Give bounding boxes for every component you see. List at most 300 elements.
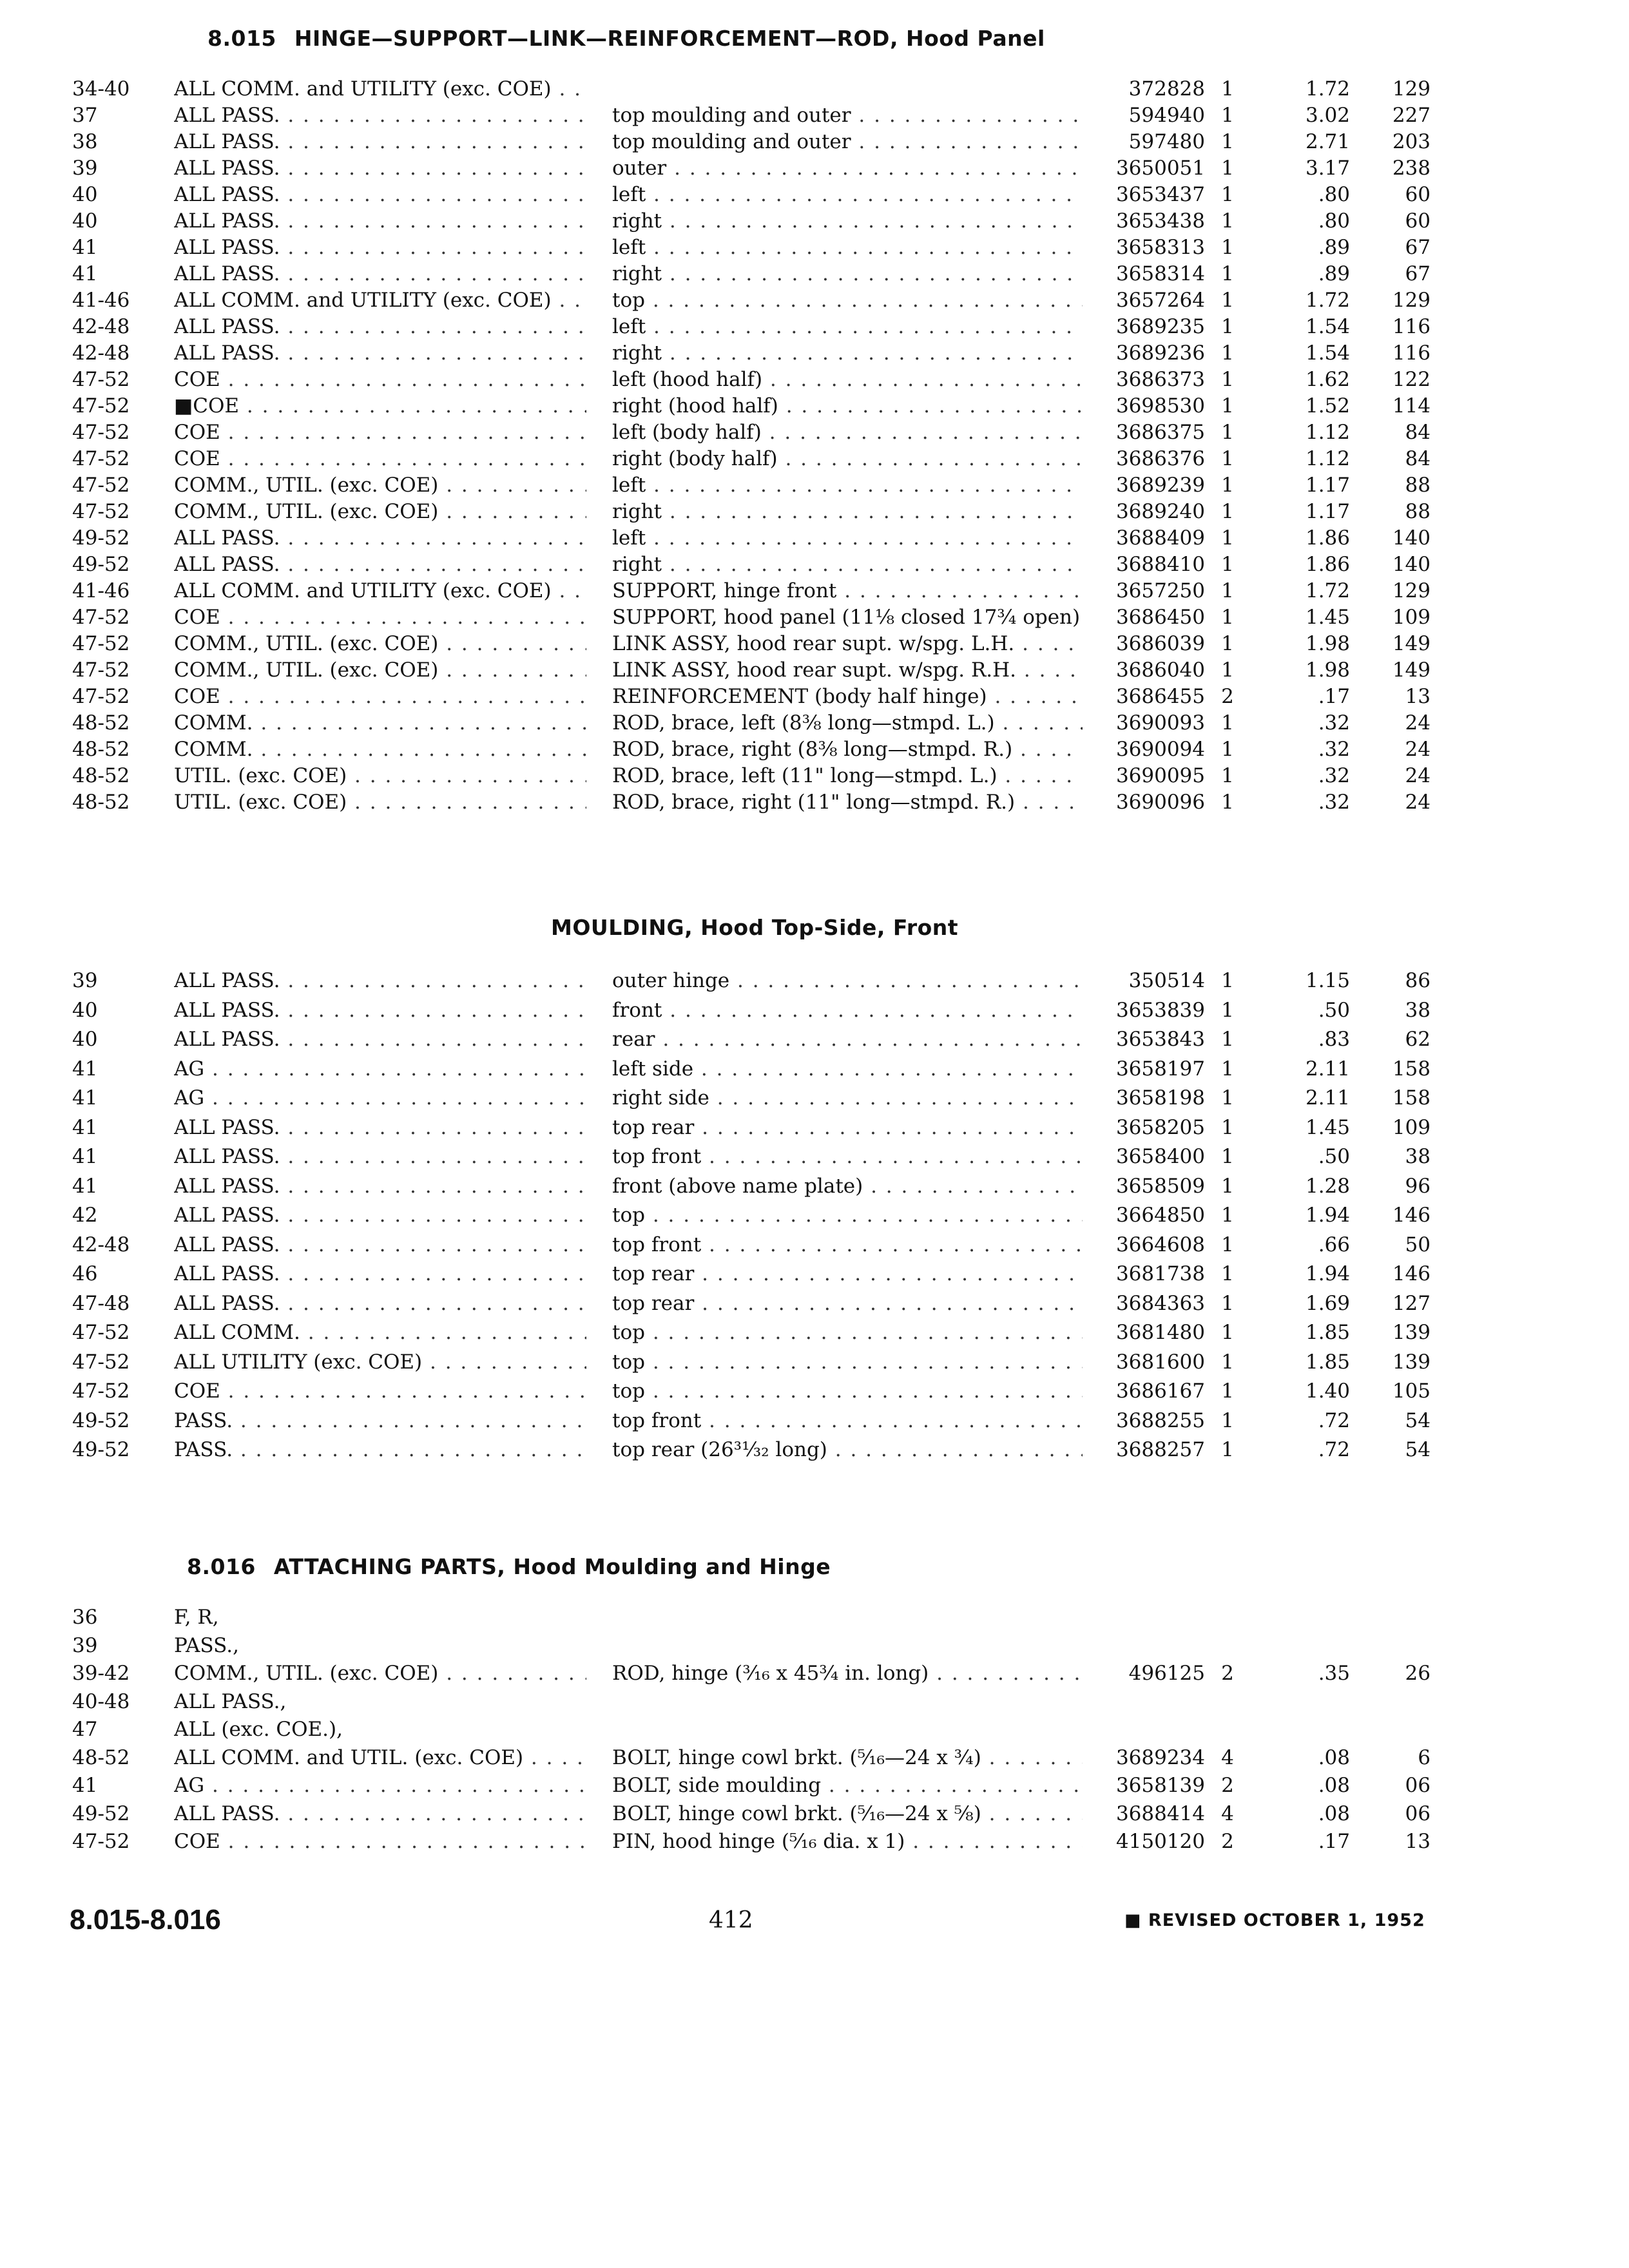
price-cell: 1.85	[1305, 1350, 1350, 1374]
model-cell: ALL PASS. . . .	[174, 314, 586, 340]
model-cell: COE . . .	[174, 446, 586, 472]
quantity-cell: 1	[1221, 579, 1234, 602]
quantity-cell: 1	[1221, 474, 1234, 497]
quantity-cell: 1	[1221, 183, 1234, 206]
year-cell: 42	[72, 1204, 98, 1227]
table-row	[0, 1261, 1629, 1287]
model-cell: PASS.,	[174, 1633, 239, 1657]
part-number-cell: 3657250	[1115, 579, 1205, 602]
table-row	[0, 261, 1629, 287]
model-cell: AG . . .	[174, 1056, 586, 1082]
table-row	[0, 1232, 1629, 1258]
table-row	[0, 1773, 1629, 1798]
quantity-cell: 1	[1221, 1057, 1234, 1081]
weight-cell: 88	[1405, 474, 1431, 497]
quantity-cell: 1	[1221, 553, 1234, 576]
price-cell: .50	[1318, 998, 1350, 1022]
quantity-cell: 1	[1221, 711, 1234, 735]
description-cell: PIN, hood hinge (⁵⁄₁₆ dia. x 1) . . .	[612, 1829, 1083, 1854]
table-row	[0, 499, 1629, 524]
price-cell: .08	[1318, 1802, 1350, 1825]
year-cell: 47-52	[72, 500, 130, 523]
model-cell: ALL PASS. . . .	[174, 208, 586, 234]
part-number-cell: 3658314	[1115, 262, 1205, 285]
table-row	[0, 525, 1629, 551]
description-cell: left . . .	[612, 314, 1083, 340]
table-row	[0, 1056, 1629, 1082]
model-cell: UTIL. (exc. COE) . . .	[174, 763, 586, 789]
quantity-cell: 1	[1221, 738, 1234, 761]
part-number-cell: 3688410	[1115, 553, 1205, 576]
table-row	[0, 1829, 1629, 1854]
year-cell: 47-52	[72, 1321, 130, 1344]
quantity-cell: 1	[1221, 632, 1234, 655]
description-cell: top . . .	[612, 1320, 1083, 1345]
year-cell: 41	[72, 236, 98, 259]
weight-cell: 122	[1392, 368, 1431, 391]
quantity-cell: 1	[1221, 209, 1234, 233]
model-cell: ALL PASS. . . .	[174, 1202, 586, 1228]
description-cell: ROD, brace, right (11" long—stmpd. R.) . . .	[612, 789, 1083, 815]
table-row	[0, 1378, 1629, 1404]
weight-cell: 38	[1405, 1145, 1431, 1168]
part-number-cell: 3684363	[1115, 1291, 1205, 1315]
description-cell: top rear . . .	[612, 1261, 1083, 1287]
part-number-cell: 3688409	[1115, 526, 1205, 550]
year-cell: 41	[72, 1174, 98, 1198]
weight-cell: 129	[1392, 77, 1431, 101]
model-cell: COMM., UTIL. (exc. COE) . . .	[174, 472, 586, 498]
weight-cell: 62	[1405, 1028, 1431, 1051]
table-row	[0, 1349, 1629, 1375]
table-row	[0, 287, 1629, 313]
year-cell: 47-52	[72, 421, 130, 444]
model-cell: ALL PASS. . . .	[174, 155, 586, 181]
model-cell: PASS. . . .	[174, 1408, 586, 1434]
price-cell: .89	[1318, 262, 1350, 285]
weight-cell: 96	[1405, 1174, 1431, 1198]
quantity-cell: 2	[1221, 1830, 1234, 1853]
price-cell: 1.45	[1305, 1115, 1350, 1139]
year-cell: 41	[72, 1086, 98, 1110]
price-cell: .72	[1318, 1408, 1350, 1432]
part-number-cell: 3690094	[1115, 738, 1205, 761]
part-number-cell: 3664850	[1115, 1204, 1205, 1227]
weight-cell: 06	[1405, 1802, 1431, 1825]
model-cell: ALL COMM. and UTILITY (exc. COE) . . .	[174, 578, 586, 604]
weight-cell: 84	[1405, 421, 1431, 444]
year-cell: 46	[72, 1262, 98, 1285]
price-cell: .35	[1318, 1662, 1350, 1685]
year-cell: 40-48	[72, 1689, 130, 1713]
year-cell: 39	[72, 157, 98, 180]
year-cell: 47-52	[72, 1379, 130, 1403]
price-cell: 2.11	[1305, 1086, 1350, 1110]
weight-cell: 13	[1405, 685, 1431, 708]
description-cell: right . . .	[612, 208, 1083, 234]
table-row	[0, 419, 1629, 445]
table-row	[0, 710, 1629, 736]
table-row	[0, 1408, 1629, 1434]
quantity-cell: 1	[1221, 764, 1234, 787]
weight-cell: 67	[1405, 236, 1431, 259]
model-cell: COE . . .	[174, 1378, 586, 1404]
price-cell: .66	[1318, 1233, 1350, 1256]
year-cell: 41	[72, 1057, 98, 1081]
part-number-cell: 372828	[1128, 77, 1205, 101]
quantity-cell: 1	[1221, 1204, 1234, 1227]
table-row	[0, 235, 1629, 260]
model-cell: ALL PASS.,	[174, 1689, 287, 1713]
price-cell: .32	[1318, 738, 1350, 761]
model-cell: PASS. . . .	[174, 1437, 586, 1463]
description-cell: rear . . .	[612, 1026, 1083, 1052]
model-cell: ALL PASS. . . .	[174, 1026, 586, 1052]
year-cell: 47-52	[72, 685, 130, 708]
weight-cell: 139	[1392, 1321, 1431, 1344]
weight-cell: 140	[1392, 553, 1431, 576]
table-row	[0, 1604, 1629, 1630]
weight-cell: 38	[1405, 998, 1431, 1022]
quantity-cell: 1	[1221, 606, 1234, 629]
weight-cell: 127	[1392, 1291, 1431, 1315]
year-cell: 49-52	[72, 1802, 130, 1825]
year-cell: 36	[72, 1606, 98, 1629]
part-number-cell: 3664608	[1115, 1233, 1205, 1256]
part-number-cell: 3688255	[1115, 1408, 1205, 1432]
description-cell: SUPPORT, hood panel (11⅛ closed 17¾ open) . . .	[612, 604, 1083, 630]
table-row	[0, 208, 1629, 234]
weight-cell: 227	[1392, 104, 1431, 127]
year-cell: 49-52	[72, 1438, 130, 1461]
year-cell: 47-48	[72, 1291, 130, 1315]
description-cell: top moulding and outer . . .	[612, 129, 1083, 155]
quantity-cell: 1	[1221, 1086, 1234, 1110]
table-row	[0, 182, 1629, 207]
description-cell: top moulding and outer . . .	[612, 102, 1083, 128]
weight-cell: 139	[1392, 1350, 1431, 1374]
model-cell: COE . . .	[174, 419, 586, 445]
price-cell: 1.69	[1305, 1291, 1350, 1315]
table-row	[0, 578, 1629, 604]
description-cell: front (above name plate) . . .	[612, 1173, 1083, 1199]
year-cell: 47-52	[72, 658, 130, 682]
weight-cell: 24	[1405, 791, 1431, 814]
model-cell: COE . . .	[174, 684, 586, 709]
quantity-cell: 1	[1221, 1291, 1234, 1315]
quantity-cell: 1	[1221, 394, 1234, 418]
model-cell: ALL PASS. . . .	[174, 968, 586, 994]
model-cell: ALL PASS. . . .	[174, 102, 586, 128]
model-cell: COMM., UTIL. (exc. COE) . . .	[174, 1660, 586, 1686]
table-row	[0, 789, 1629, 815]
model-cell: ■COE . . .	[174, 393, 586, 419]
description-cell: top rear (26³¹⁄₃₂ long) . . .	[612, 1437, 1083, 1463]
model-cell: COE . . .	[174, 367, 586, 392]
table-row	[0, 552, 1629, 577]
year-cell: 37	[72, 104, 98, 127]
year-cell: 47-52	[72, 368, 130, 391]
price-cell: 1.72	[1305, 289, 1350, 312]
model-cell: ALL COMM. and UTILITY (exc. COE) . . .	[174, 76, 586, 102]
part-number-cell: 3686376	[1115, 447, 1205, 470]
quantity-cell: 1	[1221, 421, 1234, 444]
part-number-cell: 3698530	[1115, 394, 1205, 418]
table-row	[0, 1144, 1629, 1169]
year-cell: 49-52	[72, 553, 130, 576]
quantity-cell: 1	[1221, 1145, 1234, 1168]
year-cell: 48-52	[72, 791, 130, 814]
year-cell: 47-52	[72, 394, 130, 418]
table-row	[0, 1689, 1629, 1715]
year-cell: 41	[72, 1115, 98, 1139]
price-cell: .17	[1318, 685, 1350, 708]
part-number-cell: 597480	[1128, 130, 1205, 153]
year-cell: 47-52	[72, 1350, 130, 1374]
quantity-cell: 1	[1221, 77, 1234, 101]
part-number-cell: 4150120	[1115, 1830, 1205, 1853]
description-cell: top front . . .	[612, 1408, 1083, 1434]
description-cell: LINK ASSY, hood rear supt. w/spg. L.H. . . .	[612, 631, 1083, 657]
description-cell: top . . .	[612, 1202, 1083, 1228]
weight-cell: 129	[1392, 579, 1431, 602]
price-cell: .08	[1318, 1745, 1350, 1769]
weight-cell: 60	[1405, 209, 1431, 233]
section-title: MOULDING, Hood Top-Side, Front	[551, 915, 959, 940]
quantity-cell: 1	[1221, 368, 1234, 391]
year-cell: 47-52	[72, 474, 130, 497]
part-number-cell: 3689234	[1115, 1745, 1205, 1769]
year-cell: 34-40	[72, 77, 130, 101]
quantity-cell: 1	[1221, 658, 1234, 682]
year-cell: 42-48	[72, 341, 130, 365]
table-row	[0, 604, 1629, 630]
footer-page-number: 412	[709, 1907, 753, 1934]
year-cell: 39	[72, 1633, 98, 1657]
weight-cell: 60	[1405, 183, 1431, 206]
description-cell: top . . .	[612, 287, 1083, 313]
weight-cell: 158	[1392, 1057, 1431, 1081]
part-number-cell: 3686167	[1115, 1379, 1205, 1403]
part-number-cell: 3658509	[1115, 1174, 1205, 1198]
table-row	[0, 102, 1629, 128]
price-cell: 1.12	[1305, 421, 1350, 444]
weight-cell: 203	[1392, 130, 1431, 153]
quantity-cell: 4	[1221, 1802, 1234, 1825]
description-cell: BOLT, side moulding . . .	[612, 1773, 1083, 1798]
part-number-cell: 3686039	[1115, 632, 1205, 655]
part-number-cell: 3657264	[1115, 289, 1205, 312]
part-number-cell: 3653839	[1115, 998, 1205, 1022]
section-heading-8015	[207, 26, 1045, 51]
quantity-cell: 1	[1221, 447, 1234, 470]
price-cell: .17	[1318, 1830, 1350, 1853]
year-cell: 42-48	[72, 315, 130, 338]
weight-cell: 67	[1405, 262, 1431, 285]
model-cell: ALL PASS. . . .	[174, 1232, 586, 1258]
description-cell: left (hood half) . . .	[612, 367, 1083, 392]
table-row	[0, 1291, 1629, 1316]
year-cell: 47-52	[72, 606, 130, 629]
weight-cell: 149	[1392, 658, 1431, 682]
price-cell: 3.02	[1305, 104, 1350, 127]
price-cell: .50	[1318, 1145, 1350, 1168]
year-cell: 41-46	[72, 579, 130, 602]
weight-cell: 24	[1405, 764, 1431, 787]
model-cell: ALL PASS. . . .	[174, 552, 586, 577]
section-heading-moulding	[551, 915, 958, 940]
year-cell: 47-52	[72, 1830, 130, 1853]
quantity-cell: 4	[1221, 1745, 1234, 1769]
price-cell: .80	[1318, 209, 1350, 233]
weight-cell: 06	[1405, 1774, 1431, 1797]
year-cell: 48-52	[72, 738, 130, 761]
description-cell: top rear . . .	[612, 1115, 1083, 1140]
table-row	[0, 763, 1629, 789]
description-cell: right . . .	[612, 261, 1083, 287]
part-number-cell: 3658400	[1115, 1145, 1205, 1168]
model-cell: COE . . .	[174, 1829, 586, 1854]
price-cell: 1.17	[1305, 500, 1350, 523]
price-cell: 1.98	[1305, 658, 1350, 682]
section-title: ATTACHING PARTS, Hood Moulding and Hinge	[273, 1554, 831, 1579]
quantity-cell: 1	[1221, 1233, 1234, 1256]
price-cell: 1.94	[1305, 1262, 1350, 1285]
quantity-cell: 1	[1221, 1321, 1234, 1344]
quantity-cell: 1	[1221, 1438, 1234, 1461]
part-number-cell: 3681738	[1115, 1262, 1205, 1285]
description-cell: top . . .	[612, 1349, 1083, 1375]
description-cell: top front . . .	[612, 1144, 1083, 1169]
price-cell: .08	[1318, 1774, 1350, 1797]
model-cell: ALL PASS. . . .	[174, 1173, 586, 1199]
part-number-cell: 594940	[1128, 104, 1205, 127]
year-cell: 47	[72, 1718, 98, 1741]
part-number-cell: 3658198	[1115, 1086, 1205, 1110]
price-cell: .80	[1318, 183, 1350, 206]
part-number-cell: 3681600	[1115, 1350, 1205, 1374]
weight-cell: 54	[1405, 1408, 1431, 1432]
description-cell: left side . . .	[612, 1056, 1083, 1082]
price-cell: 1.17	[1305, 474, 1350, 497]
model-cell: ALL PASS. . . .	[174, 182, 586, 207]
table-row	[0, 1115, 1629, 1140]
table-row	[0, 1026, 1629, 1052]
table-row	[0, 314, 1629, 340]
table-row	[0, 1202, 1629, 1228]
quantity-cell: 1	[1221, 1379, 1234, 1403]
weight-cell: 109	[1392, 1115, 1431, 1139]
description-cell: top rear . . .	[612, 1291, 1083, 1316]
part-number-cell: 3690093	[1115, 711, 1205, 735]
table-row	[0, 472, 1629, 498]
year-cell: 39-42	[72, 1662, 130, 1685]
quantity-cell: 2	[1221, 1662, 1234, 1685]
table-row	[0, 1660, 1629, 1686]
footer-section-range: 8.015-8.016	[70, 1904, 221, 1936]
part-number-cell: 350514	[1128, 969, 1205, 992]
price-cell: 1.40	[1305, 1379, 1350, 1403]
description-cell: ROD, brace, left (8⅜ long—stmpd. L.) . . .	[612, 710, 1083, 736]
description-cell: right . . .	[612, 552, 1083, 577]
quantity-cell: 1	[1221, 998, 1234, 1022]
price-cell: 3.17	[1305, 157, 1350, 180]
footer-revised-date: ■ REVISED OCTOBER 1, 1952	[1124, 1910, 1425, 1930]
weight-cell: 50	[1405, 1233, 1431, 1256]
model-cell: ALL COMM. and UTIL. (exc. COE) . . .	[174, 1745, 586, 1771]
quantity-cell: 1	[1221, 262, 1234, 285]
price-cell: .89	[1318, 236, 1350, 259]
quantity-cell: 1	[1221, 341, 1234, 365]
quantity-cell: 1	[1221, 236, 1234, 259]
model-cell: F, R,	[174, 1606, 219, 1629]
description-cell: left . . .	[612, 525, 1083, 551]
part-number-cell: 3658205	[1115, 1115, 1205, 1139]
section-title: HINGE—SUPPORT—LINK—REINFORCEMENT—ROD, Hood Panel	[294, 26, 1045, 51]
price-cell: 1.72	[1305, 579, 1350, 602]
description-cell: LINK ASSY, hood rear supt. w/spg. R.H. . . .	[612, 657, 1083, 683]
weight-cell: 149	[1392, 632, 1431, 655]
table-row	[0, 1173, 1629, 1199]
price-cell: 1.98	[1305, 632, 1350, 655]
model-cell: ALL PASS. . . .	[174, 1144, 586, 1169]
year-cell: 47-52	[72, 447, 130, 470]
part-number-cell: 3658139	[1115, 1774, 1205, 1797]
model-cell: COMM. . . .	[174, 736, 586, 762]
weight-cell: 54	[1405, 1438, 1431, 1461]
description-cell: BOLT, hinge cowl brkt. (⁵⁄₁₆—24 x ⅝) . . .	[612, 1801, 1083, 1827]
year-cell: 39	[72, 969, 98, 992]
weight-cell: 84	[1405, 447, 1431, 470]
weight-cell: 13	[1405, 1830, 1431, 1853]
section-number: 8.015	[207, 26, 276, 51]
section-number: 8.016	[187, 1554, 256, 1579]
description-cell: ROD, hinge (³⁄₁₆ x 45¾ in. long) . . .	[612, 1660, 1083, 1686]
year-cell: 42-48	[72, 1233, 130, 1256]
model-cell: ALL PASS. . . .	[174, 1291, 586, 1316]
weight-cell: 146	[1392, 1262, 1431, 1285]
model-cell: COMM., UTIL. (exc. COE) . . .	[174, 657, 586, 683]
quantity-cell: 1	[1221, 1174, 1234, 1198]
description-cell: BOLT, hinge cowl brkt. (⁵⁄₁₆—24 x ¾) . . .	[612, 1745, 1083, 1771]
model-cell: ALL (exc. COE.),	[174, 1718, 343, 1741]
weight-cell: 114	[1392, 394, 1431, 418]
model-cell: ALL PASS. . . .	[174, 1261, 586, 1287]
weight-cell: 116	[1392, 315, 1431, 338]
part-number-cell: 3688414	[1115, 1802, 1205, 1825]
quantity-cell: 1	[1221, 526, 1234, 550]
table-row	[0, 657, 1629, 683]
description-cell: ROD, brace, right (8⅜ long—stmpd. R.) . . .	[612, 736, 1083, 762]
price-cell: 1.85	[1305, 1321, 1350, 1344]
price-cell: .32	[1318, 791, 1350, 814]
price-cell: 1.72	[1305, 77, 1350, 101]
price-cell: 1.86	[1305, 526, 1350, 550]
quantity-cell: 1	[1221, 1408, 1234, 1432]
price-cell: 1.15	[1305, 969, 1350, 992]
weight-cell: 105	[1392, 1379, 1431, 1403]
table-row	[0, 155, 1629, 181]
model-cell: ALL COMM. . . .	[174, 1320, 586, 1345]
price-cell: .32	[1318, 764, 1350, 787]
weight-cell: 88	[1405, 500, 1431, 523]
quantity-cell: 1	[1221, 969, 1234, 992]
price-cell: 1.54	[1305, 341, 1350, 365]
part-number-cell: 3686373	[1115, 368, 1205, 391]
model-cell: ALL PASS. . . .	[174, 1115, 586, 1140]
quantity-cell: 1	[1221, 500, 1234, 523]
table-row	[0, 1716, 1629, 1742]
